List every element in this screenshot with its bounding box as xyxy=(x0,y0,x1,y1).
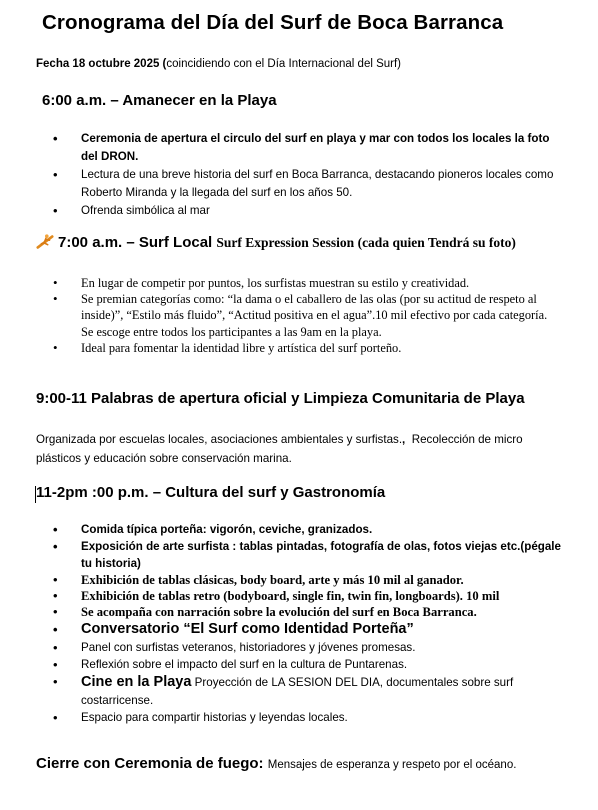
surfer-icon xyxy=(36,233,54,251)
list-item-text: Proyección de LA SESION DEL DIA, documentales sobre surf costarricense. xyxy=(81,676,514,707)
cleanup-paragraph: Organizada por escuelas locales, asociaciones ambientales y surfistas., Recolección de micro plásticos y educación sobre conservación marina. xyxy=(36,433,523,465)
list-item: • Panel con surfistas veteranos, historiadores y jóvenes promesas. xyxy=(81,639,561,656)
list-item: • Reflexión sobre el impacto del surf en la cultura de Puntarenas. xyxy=(81,656,561,673)
section-list-dawn xyxy=(81,130,561,220)
event-date xyxy=(36,58,401,70)
list-item: • En lugar de competir por puntos, los surfistas muestran su estilo y creatividad. xyxy=(81,275,561,291)
section-heading-culture: 11-2pm :00 p.m. – Cultura del surf y Gastronomía xyxy=(36,484,386,501)
section-list-surf-local xyxy=(81,275,561,356)
section-heading-cleanup: 9:00-11 Palabras de apertura oficial y Limpieza Comunitaria de Playa xyxy=(36,390,525,407)
cleanup-paragraph-b: Recolección de micro plásticos y educación sobre conservación marina. xyxy=(36,433,523,465)
list-item: • Comida típica porteña: vigorón, ceviche, granizados. xyxy=(81,521,561,538)
list-item: • Ideal para fomentar la identidad libre y artística del surf porteño. xyxy=(81,340,561,356)
list-item: • Se premian categorías como: “la dama o el caballero de las olas (por su actitud de respeto al inside)”, “Estilo más fluido”, “Actitud positiva en el agua”.10 mil efectivo por cada categoría. Se escoge entre todos los participantes a las 9am en la playa. xyxy=(81,291,561,340)
list-item: • Conversatorio “El Surf como Identidad Porteña” xyxy=(81,620,561,639)
list-item: • Exposición de arte surfista : tablas pintadas, fotografía de olas, fotos viejas etc.(pégale tu historia) xyxy=(81,538,561,572)
document-title: Cronograma del Día del Surf de Boca Barranca xyxy=(42,11,504,34)
section-heading-dawn: 6:00 a.m. – Amanecer en la Playa xyxy=(42,92,277,109)
list-item: • Exhibición de tablas retro (bodyboard, single fin, twin fin, longboards). 10 mil xyxy=(81,588,561,604)
section-heading-surf-local-time: 7:00 a.m. – Surf Local xyxy=(58,234,213,251)
list-item: • Ceremonia de apertura el circulo del surf en playa y mar con todos los locales la foto del DRON. xyxy=(81,130,561,166)
section-list-culture xyxy=(81,521,561,726)
closing-text: Mensajes de esperanza y respeto por el océano. xyxy=(267,759,517,771)
event-date-bold: Fecha 18 octubre 2025 ( xyxy=(36,58,167,70)
list-item: • Lectura de una breve historia del surf en Boca Barranca, destacando pioneros locales como Roberto Miranda y la llegada del surf en los años 50. xyxy=(81,166,561,202)
list-item xyxy=(81,673,561,709)
closing-heading: Cierre con Ceremonia de fuego: xyxy=(36,755,264,772)
list-item: • Espacio para compartir historias y leyendas locales. xyxy=(81,709,561,726)
list-item: • Se acompaña con narración sobre la evolución del surf en Boca Barranca. xyxy=(81,604,561,620)
event-date-note: coincidiendo con el Día Internacional del Surf) xyxy=(166,58,402,70)
closing-line xyxy=(36,755,516,772)
list-item: • Ofrenda simbólica al mar xyxy=(81,202,561,220)
section-subheading-expression: Surf Expression Session (cada quien Tendrá su foto) xyxy=(216,235,516,250)
section-heading-surf-local xyxy=(58,234,516,251)
cleanup-paragraph-a: Organizada por escuelas locales, asociaciones ambientales y surfistas. xyxy=(36,433,403,446)
list-item-lead: Cine en la Playa xyxy=(81,674,192,690)
list-item: • Exhibición de tablas clásicas, body board, arte y más 10 mil al ganador. xyxy=(81,572,561,588)
